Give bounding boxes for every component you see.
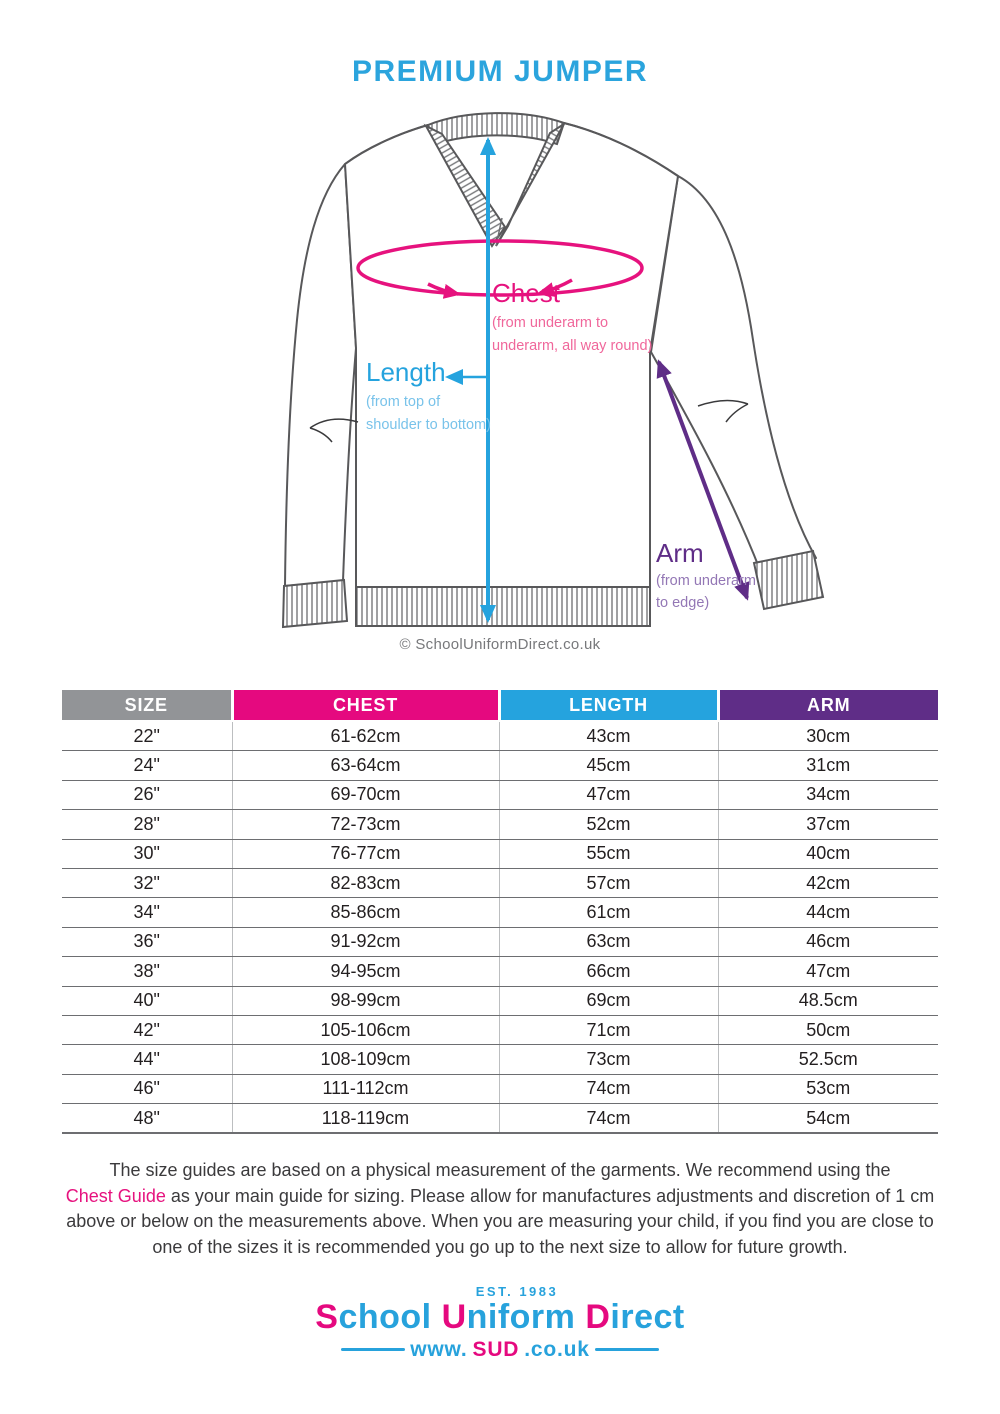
table-cell: 45cm <box>499 751 718 780</box>
table-cell: 24" <box>62 751 232 780</box>
table-cell: 108-109cm <box>232 1045 499 1074</box>
table-cell: 91-92cm <box>232 927 499 956</box>
table-row <box>62 868 938 897</box>
header-chest: CHEST <box>232 690 499 721</box>
table-cell: 98-99cm <box>232 986 499 1015</box>
table-cell: 44" <box>62 1045 232 1074</box>
table-cell: 85-86cm <box>232 898 499 927</box>
table-row <box>62 751 938 780</box>
table-cell: 44cm <box>718 898 938 927</box>
table-cell: 74cm <box>499 1104 718 1134</box>
table-row <box>62 898 938 927</box>
table-cell: 82-83cm <box>232 868 499 897</box>
table-cell: 53cm <box>718 1074 938 1103</box>
table-cell: 61cm <box>499 898 718 927</box>
chest-note: (from underarm to underarm, all way round) <box>492 315 653 354</box>
table-cell: 52.5cm <box>718 1045 938 1074</box>
note-line-3: above or below on the measurements above. When you are measuring your child, if you find you are close to <box>66 1211 934 1231</box>
table-cell: 26" <box>62 780 232 809</box>
table-cell: 73cm <box>499 1045 718 1074</box>
table-row <box>62 1045 938 1074</box>
table-cell: 74cm <box>499 1074 718 1103</box>
logo-established-text: EST. 1983 <box>475 1284 559 1299</box>
chest-label: Chest <box>492 278 560 308</box>
logo-rule-right <box>595 1348 659 1351</box>
table-cell: 22" <box>62 721 232 751</box>
table-row <box>62 1015 938 1044</box>
table-row <box>62 839 938 868</box>
table-row <box>62 986 938 1015</box>
arm-label: Arm <box>656 538 704 568</box>
table-cell: 34" <box>62 898 232 927</box>
table-cell: 61-62cm <box>232 721 499 751</box>
table-cell: 31cm <box>718 751 938 780</box>
table-cell: 55cm <box>499 839 718 868</box>
table-cell: 46cm <box>718 927 938 956</box>
table-cell: 47cm <box>499 780 718 809</box>
table-cell: 42cm <box>718 868 938 897</box>
table-cell: 63-64cm <box>232 751 499 780</box>
table-cell: 50cm <box>718 1015 938 1044</box>
sizing-note <box>40 1158 960 1260</box>
table-cell: 94-95cm <box>232 957 499 986</box>
size-table-header <box>62 690 938 721</box>
table-cell: 40" <box>62 986 232 1015</box>
table-cell: 57cm <box>499 868 718 897</box>
table-row <box>62 721 938 751</box>
table-cell: 38" <box>62 957 232 986</box>
page-title: PREMIUM JUMPER <box>351 55 649 88</box>
table-cell: 63cm <box>499 927 718 956</box>
table-cell: 28" <box>62 810 232 839</box>
logo-url: www. SUD .co.uk <box>0 1338 1000 1362</box>
table-cell: 118-119cm <box>232 1104 499 1134</box>
header-length: LENGTH <box>499 690 718 721</box>
table-cell: 71cm <box>499 1015 718 1044</box>
table-cell: 40cm <box>718 839 938 868</box>
table-cell: 72-73cm <box>232 810 499 839</box>
table-cell: 47cm <box>718 957 938 986</box>
table-cell: 46" <box>62 1074 232 1103</box>
table-cell: 54cm <box>718 1104 938 1134</box>
jumper-diagram <box>270 100 830 640</box>
table-cell: 105-106cm <box>232 1015 499 1044</box>
length-label: Length <box>366 357 446 387</box>
table-row <box>62 780 938 809</box>
table-cell: 76-77cm <box>232 839 499 868</box>
table-cell: 52cm <box>499 810 718 839</box>
arm-note: (from underarm to edge) <box>656 573 756 611</box>
table-cell: 30" <box>62 839 232 868</box>
chest-guide-highlight: Chest Guide <box>65 1185 166 1206</box>
table-cell: 66cm <box>499 957 718 986</box>
header-size: SIZE <box>62 690 232 721</box>
copyright-line: © SchoolUniformDirect.co.uk <box>399 636 601 653</box>
table-cell: 69cm <box>499 986 718 1015</box>
header-arm: ARM <box>718 690 938 721</box>
table-cell: 36" <box>62 927 232 956</box>
table-cell: 43cm <box>499 721 718 751</box>
table-row <box>62 927 938 956</box>
logo-name: School Uniform Direct <box>315 1298 685 1336</box>
table-cell: 32" <box>62 868 232 897</box>
size-table <box>62 690 938 1134</box>
table-cell: 48" <box>62 1104 232 1134</box>
table-row <box>62 957 938 986</box>
table-cell: 30cm <box>718 721 938 751</box>
table-cell: 69-70cm <box>232 780 499 809</box>
table-row <box>62 810 938 839</box>
table-row <box>62 1104 938 1134</box>
brand-logo <box>0 1284 1000 1362</box>
note-line-2: Chest Guide as your main guide for sizing. Please allow for manufactures adjustments and discretion of 1 cm <box>65 1185 935 1206</box>
note-line-1: The size guides are based on a physical measurement of the garments. We recommend using the <box>109 1160 891 1180</box>
table-cell: 34cm <box>718 780 938 809</box>
size-table-body <box>62 721 938 1133</box>
table-cell: 37cm <box>718 810 938 839</box>
table-cell: 42" <box>62 1015 232 1044</box>
logo-rule-left <box>341 1348 405 1351</box>
table-row <box>62 1074 938 1103</box>
table-cell: 48.5cm <box>718 986 938 1015</box>
length-note: (from top of shoulder to bottom) <box>366 394 491 433</box>
note-line-4: one of the sizes it is recommended you go up to the next size to allow for future growth. <box>152 1236 848 1257</box>
table-cell: 111-112cm <box>232 1074 499 1103</box>
jumper-illustration <box>270 100 830 640</box>
